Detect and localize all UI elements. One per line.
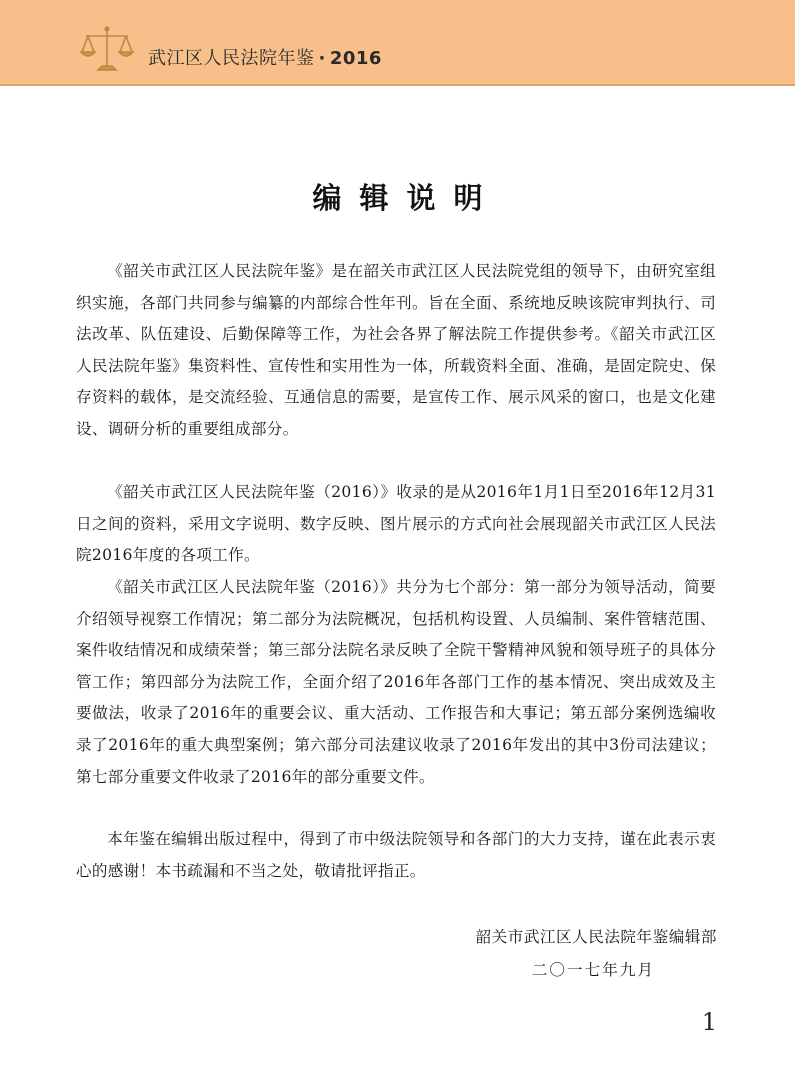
signature-date: 二〇一七年九月 (531, 961, 655, 979)
paragraph-coverage: 《韶关市武江区人民法院年鉴（2016）》收录的是从2016年1月1日至2016年12月31日之间的资料，采用文字说明、数字反映、图片展示的方式向社会展现韶关市武江区人民法院2016年度的各项工作。 (76, 483, 716, 565)
header-title (148, 44, 382, 70)
scales-of-justice-icon (78, 24, 136, 74)
title-separator: · (318, 48, 326, 69)
page-number: 1 (701, 1008, 717, 1036)
paragraph-acknowledgement: 本年鉴在编辑出版过程中，得到了市中级法院领导和各部门的大力支持，谨在此表示衷心的感谢！本书疏漏和不当之处，敬请批评指正。 (76, 830, 716, 880)
signature-organization: 韶关市武江区人民法院年鉴编辑部 (475, 928, 717, 946)
yearbook-name: 武江区人民法院年鉴 (148, 48, 315, 69)
paragraph-introduction: 《韶关市武江区人民法院年鉴》是在韶关市武江区人民法院党组的领导下，由研究室组织实施，各部门共同参与编纂的内部综合性年刊。旨在全面、系统地反映该院审判执行、司法改革、队伍建设、后勤保障等工作，为社会各界了解法院工作提供参考。《韶关市武江区人民法院年鉴》集资料性、宣传性和实用性为一体，所载资料全面、准确，是固定院史、保存资料的载体，是交流经验、互通信息的需要，是宣传工作、展示风采的窗口，也是文化建设、调研分析的重要组成部分。 (76, 262, 716, 438)
paragraph-structure: 《韶关市武江区人民法院年鉴（2016）》共分为七个部分：第一部分为领导活动，简要介绍领导视察工作情况；第二部分为法院概况，包括机构设置、人员编制、案件管辖范围、案件收结情况和成绩荣誉；第三部分法院名录反映了全院干警精神风貌和领导班子的具体分管工作；第四部分为法院工作，全面介绍了2016年各部门工作的基本情况、突出成效及主要做法，收录了2016年的重要会议、重大活动、工作报告和大事记；第五部分案例选编收录了2016年的重大典型案例；第六部分司法建议收录了2016年发出的其中3份司法建议；第七部分重要文件收录了2016年的部分重要文件。 (76, 578, 716, 786)
yearbook-year: 2016 (329, 48, 382, 69)
header-divider (0, 84, 795, 86)
page-title: 编辑说明 (312, 181, 501, 215)
